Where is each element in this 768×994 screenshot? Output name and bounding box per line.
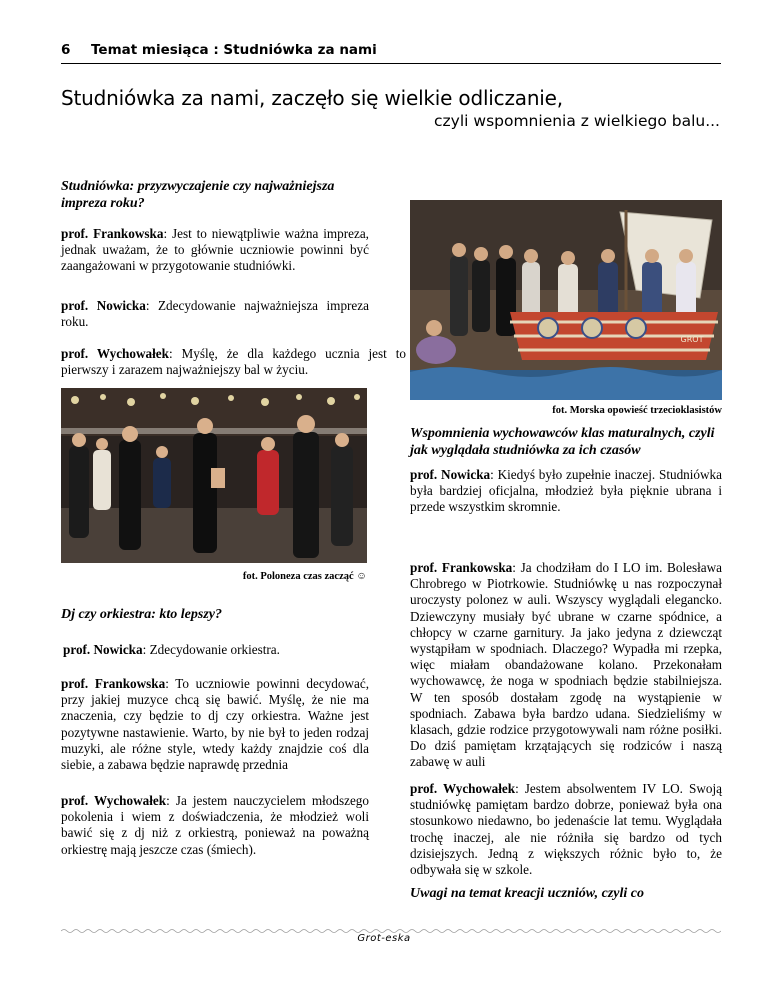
article-subtitle: czyli wspomnienia z wielkiego balu... bbox=[434, 112, 720, 130]
answer-paragraph bbox=[61, 226, 369, 275]
answer-paragraph bbox=[410, 781, 722, 878]
speaker-name: prof. Frankowska bbox=[410, 560, 513, 575]
answer-text: : Jest to niewątpliwie ważna impreza, jednak uważam, że to głównie uczniowie powinni być zaangażowani w przygotowanie studniówki. bbox=[61, 226, 369, 274]
magazine-name: Grot-eska bbox=[357, 933, 411, 944]
speaker-name: prof. Wychowałek bbox=[410, 781, 516, 796]
answer-text: : Myślę, że dla każdego ucznia jest to pierwszy i zarazem najważniejszy bal w życiu. bbox=[61, 346, 406, 378]
question-heading-3: Wspomnienia wychowawców klas maturalnych, czyli jak wyglądała studniówka za ich czasów bbox=[410, 426, 715, 458]
article-title: Studniówka za nami, zaczęło się wielkie odliczanie, bbox=[61, 86, 563, 110]
answer-text: : Ja jestem nauczycielem młodszego pokolenia i wiem z doświadczenia, że młodzież woli bawić się z dj niż z orkiestrą, ponieważ na poważną orkiestrę mają jeszcze czas (śmiech). bbox=[61, 793, 369, 857]
polonaise-photo bbox=[61, 388, 367, 563]
boat-label: GROT bbox=[680, 335, 704, 344]
page-header bbox=[61, 42, 721, 64]
answer-paragraph bbox=[61, 298, 369, 330]
answer-text: : Jestem absolwentem IV LO. Swoją studniówkę pamiętam bardzo dobrze, ponieważ była ona stosunkowo niedawno, bo jedenaście lat temu. Wyglądała trochę inaczej, ale nie różniła się bardzo od tych dzisiejszych. Jedną z większych różnic było to, że odbywała się w szkole. bbox=[410, 781, 722, 878]
photo-caption: fot. Poloneza czas zacząć ☺ bbox=[242, 571, 367, 582]
question-heading-2: Dj czy orkiestra: kto lepszy? bbox=[61, 607, 222, 622]
answer-text: : Kiedyś było zupełnie inaczej. Studniówka była bardziej oficjalna, młodzież była pięknie ubrana i przede wszystkim skromnie. bbox=[410, 467, 722, 515]
speaker-name: prof. Nowicka bbox=[410, 467, 491, 482]
answer-paragraph bbox=[61, 793, 369, 858]
speaker-name: prof. Wychowałek bbox=[61, 793, 167, 808]
answer-paragraph bbox=[61, 676, 369, 773]
speaker-name: prof. Nowicka bbox=[63, 642, 143, 657]
answer-paragraph bbox=[410, 560, 722, 771]
section-title: Temat miesiąca : Studniówka za nami bbox=[91, 42, 377, 58]
answer-text: : Zdecydowanie najważniejsza impreza roku. bbox=[61, 298, 369, 330]
question-heading-4: Uwagi na temat kreacji uczniów, czyli co bbox=[410, 886, 644, 901]
speaker-name: prof. Wychowałek bbox=[61, 346, 169, 361]
speaker-name: prof. Nowicka bbox=[61, 298, 146, 313]
answer-paragraph bbox=[63, 642, 369, 658]
answer-text: : To uczniowie powinni decydować, przy jakiej muzyce chcą się bawić. Myślę, że nie ma znaczenia, czy będzie to dj czy orkiestra. Ważne jest pozytywne nastawienie. Warto, by nie był to jeden rodzaj muzyki, ale różne style, wtedy każdy znajdzie coś dla siebie, a zabawa będzie naprawdę przednia bbox=[61, 676, 369, 773]
answer-paragraph bbox=[410, 467, 722, 516]
answer-text: : Zdecydowanie orkiestra. bbox=[142, 642, 280, 657]
page-number: 6 bbox=[61, 42, 71, 58]
answer-text: : Ja chodziłam do I LO im. Bolesława Chrobrego w Piotrkowie. Studniówkę u nas rozpoczynał uroczysty polonez w auli. Wszyscy wyglądali elegancko. Dziewczyny musiały być ubrane w czarne spódnice, a chłopcy w czarne garnitury. Ja jako jedyna z dziewcząt wystąpiłam w spodniach. Dlaczego? Wypadła mi rzepka, więc miałam obandażowane kolano. Przekonałam wychowawcę, że noga w spodniach będzie stabilniejsza. W ten sposób dostałam zgodę na wystąpienie w spodniach. Zabawa była bardzo udana. Siedzieliśmy w klasach, gdzie rodzice przygotowywali nam różne posiłki. Do dziś pamiętam krzątających się rodziców i naszą zabawę w auli bbox=[410, 560, 722, 770]
speaker-name: prof. Frankowska bbox=[61, 226, 164, 241]
sea-story-photo bbox=[410, 200, 722, 400]
speaker-name: prof. Frankowska bbox=[61, 676, 166, 691]
question-heading-1: Studniówka: przyzwyczajenie czy najważniejsza impreza roku? bbox=[61, 179, 335, 211]
photo-caption: fot. Morska opowieść trzecioklasistów bbox=[552, 405, 722, 416]
answer-paragraph bbox=[61, 346, 406, 378]
